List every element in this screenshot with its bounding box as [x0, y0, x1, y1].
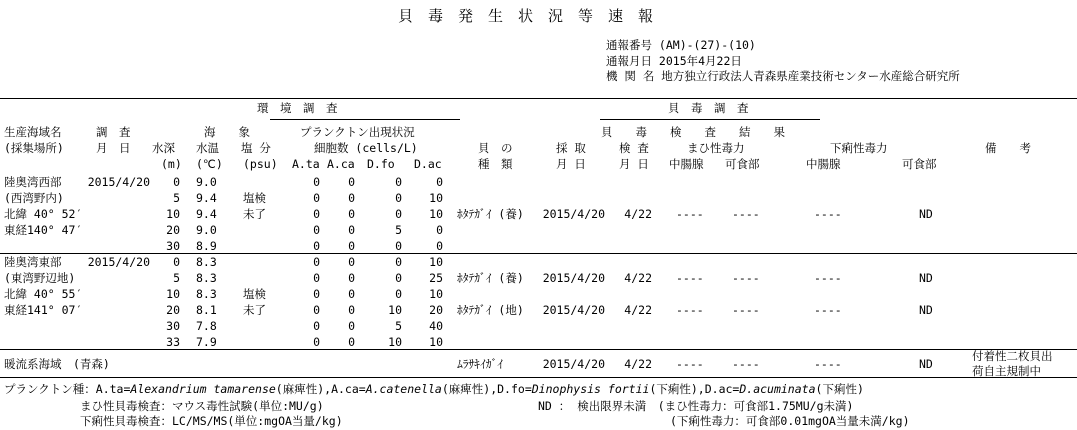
env-underline — [270, 119, 460, 120]
cell-test-date: 4/22 — [624, 207, 652, 221]
warm-psp-edible: ---- — [732, 357, 760, 371]
footer-dsp-test: 下痢性貝毒検査：LC/MS/MS(単位:mgOA当量/kg) — [80, 414, 343, 428]
cell-dfo: 0 — [395, 287, 402, 301]
cell-salinity: 塩検 — [243, 191, 266, 205]
cell-dac: 25 — [429, 271, 443, 285]
cell-ata: 0 — [313, 319, 320, 333]
cell-depth: 20 — [166, 223, 180, 237]
cell-temp: 8.9 — [196, 239, 217, 253]
section-rule-1 — [0, 253, 1077, 254]
cell-dsp-gut: ---- — [814, 271, 842, 285]
aca-type: (麻痺性),D.fo= — [441, 382, 532, 396]
cell-depth: 0 — [173, 175, 180, 189]
cell-psp-edible: ---- — [732, 303, 760, 317]
page-title: 貝 毒 発 生 状 況 等 速 報 — [398, 7, 654, 25]
cell-dfo: 0 — [395, 239, 402, 253]
header-top-rule — [0, 98, 1077, 99]
cell-sample-date: 2015/4/20 — [542, 271, 605, 285]
cell-ata: 0 — [313, 207, 320, 221]
col-ata: A.ta — [292, 157, 320, 171]
cell-temp: 9.0 — [196, 223, 217, 237]
warm-test-date: 4/22 — [624, 357, 652, 371]
cell-ata: 0 — [313, 223, 320, 237]
toxin-survey-header: 貝 毒 調 査 — [668, 101, 749, 115]
warm-shell: ﾑﾗｻｷｲｶﾞｲ — [457, 357, 503, 371]
cell-dfo: 0 — [395, 175, 402, 189]
depth-header: 水深 — [152, 141, 175, 155]
cell-temp: 8.3 — [196, 271, 217, 285]
cell-ata: 0 — [313, 335, 320, 349]
plankton-legend-label: プランクトン種：A.ta= — [4, 382, 131, 396]
warm-dsp-edible: ND — [919, 357, 933, 371]
cell-test-date: 4/22 — [624, 303, 652, 317]
env-survey-header: 環 境 調 査 — [257, 101, 338, 115]
footer-plankton-legend — [4, 384, 864, 396]
cell-aca: 0 — [348, 287, 355, 301]
survey-date-header: 月 日 — [96, 141, 131, 155]
cell-salinity: 塩検 — [243, 287, 266, 301]
cell-area: 東経140° 47′ — [4, 223, 83, 237]
dsp-edible-header: 可食部 — [902, 157, 937, 171]
psp-header: まひ性毒力 — [687, 141, 745, 155]
footer-nd-note: ND ： 検出限界未満 (まひ性毒力：可食部1.75MU/g未満) — [538, 399, 854, 413]
ata-type: (麻痺性),A.ca= — [275, 382, 366, 396]
warm-sample-date: 2015/4/20 — [542, 357, 605, 371]
cell-aca: 0 — [348, 191, 355, 205]
cell-sample-date: 2015/4/20 — [542, 303, 605, 317]
cell-ata: 0 — [313, 239, 320, 253]
cell-depth: 10 — [166, 287, 180, 301]
col-aca: A.ca — [327, 157, 355, 171]
col-dfo: D.fo — [367, 157, 395, 171]
cell-aca: 0 — [348, 175, 355, 189]
cell-area: (東湾野辺地) — [4, 271, 76, 285]
cell-dac: 40 — [429, 319, 443, 333]
report-number: 通報番号 (AM)-(27)-(10) — [606, 38, 756, 52]
cell-aca: 0 — [348, 255, 355, 269]
shell-type-header: 種 類 — [478, 157, 513, 171]
cell-dsp-edible: ND — [919, 207, 933, 221]
dac-species: D.acuminata — [739, 382, 816, 396]
dfo-species: Dinophysis fortii — [531, 382, 650, 396]
cell-temp: 9.4 — [196, 191, 217, 205]
cell-area: 陸奥湾西部 — [4, 175, 62, 189]
dfo-type: (下痢性),D.ac= — [649, 382, 740, 396]
cell-ata: 0 — [313, 287, 320, 301]
temp-unit: (℃) — [196, 157, 223, 171]
cell-depth: 20 — [166, 303, 180, 317]
cell-depth: 30 — [166, 239, 180, 253]
toxin-underline — [600, 119, 820, 120]
cell-depth: 5 — [173, 191, 180, 205]
cell-dsp-edible: ND — [919, 303, 933, 317]
cell-dfo: 5 — [395, 319, 402, 333]
depth-unit: (m) — [161, 157, 182, 171]
cell-dac: 10 — [429, 207, 443, 221]
cell-sample-date: 2015/4/20 — [542, 207, 605, 221]
psp-gut-header: 中腸腺 — [669, 157, 704, 171]
sample-date-header: 月 日 — [556, 157, 586, 171]
warm-area: 暖流系海域 (青森) — [4, 357, 110, 371]
cell-dac: 10 — [429, 287, 443, 301]
footer-dsp-note: (下痢性毒力：可食部0.01mgOA当量未満/kg) — [670, 414, 910, 428]
cell-dfo: 0 — [395, 207, 402, 221]
results-header: 貝 毒 検 査 結 果 — [601, 125, 785, 139]
warm-psp-gut: ---- — [676, 357, 704, 371]
cell-salinity: 未了 — [243, 303, 266, 317]
section-rule-3 — [0, 377, 1077, 378]
cell-dac: 10 — [429, 255, 443, 269]
cell-temp: 9.0 — [196, 175, 217, 189]
temp-header: 水温 — [196, 141, 219, 155]
ata-species: Alexandrium tamarense — [130, 382, 276, 396]
cell-dsp-gut: ---- — [814, 207, 842, 221]
cell-ata: 0 — [313, 191, 320, 205]
cell-depth: 5 — [173, 271, 180, 285]
aca-species: A.catenella — [365, 382, 442, 396]
warm-remark-2: 荷自主規制中 — [972, 364, 1041, 378]
cell-temp: 9.4 — [196, 207, 217, 221]
salinity-unit: (psu) — [243, 157, 278, 171]
dsp-header: 下痢性毒力 — [830, 141, 888, 155]
cell-psp-gut: ---- — [676, 303, 704, 317]
cell-dfo: 5 — [395, 223, 402, 237]
cell-depth: 10 — [166, 207, 180, 221]
cell-aca: 0 — [348, 335, 355, 349]
cell-salinity: 未了 — [243, 207, 266, 221]
remarks-header: 備 考 — [985, 141, 1031, 155]
cell-area: 北緯 40° 52′ — [4, 207, 83, 221]
cell-aca: 0 — [348, 207, 355, 221]
warm-dsp-gut: ---- — [814, 357, 842, 371]
cell-depth: 0 — [173, 255, 180, 269]
cell-depth: 33 — [166, 335, 180, 349]
cell-aca: 0 — [348, 319, 355, 333]
cell-ata: 0 — [313, 271, 320, 285]
cell-area: 北緯 40° 55′ — [4, 287, 83, 301]
col-dac: D.ac — [414, 157, 442, 171]
agency-name: 機 関 名 地方独立行政法人青森県産業技術センター水産総合研究所 — [606, 69, 960, 83]
cell-area: (西湾野内) — [4, 191, 64, 205]
cell-dfo: 0 — [395, 191, 402, 205]
cell-survey-date: 2015/4/20 — [87, 175, 150, 189]
cell-shell: ﾎﾀﾃｶﾞｲ (養) — [457, 271, 524, 285]
cell-psp-edible: ---- — [732, 271, 760, 285]
cell-aca: 0 — [348, 223, 355, 237]
cell-ata: 0 — [313, 303, 320, 317]
survey-header: 調 査 — [96, 125, 131, 139]
salinity-header: 塩 分 — [241, 141, 271, 155]
dsp-gut-header: 中腸腺 — [806, 157, 841, 171]
cell-temp: 8.3 — [196, 255, 217, 269]
cell-shell: ﾎﾀﾃｶﾞｲ (地) — [457, 303, 524, 317]
cell-dac: 0 — [436, 223, 443, 237]
cell-dac: 10 — [429, 191, 443, 205]
cell-temp: 8.1 — [196, 303, 217, 317]
cell-dac: 0 — [436, 239, 443, 253]
cell-dac: 0 — [436, 175, 443, 189]
sample-header: 採 取 — [556, 141, 586, 155]
cells-header: 細胞数 (cells/L) — [314, 141, 418, 155]
cell-shell: ﾎﾀﾃｶﾞｲ (養) — [457, 207, 524, 221]
cell-dfo: 10 — [388, 303, 402, 317]
cell-dac: 10 — [429, 335, 443, 349]
cell-dfo: 0 — [395, 271, 402, 285]
section-rule-2 — [0, 349, 1077, 350]
cell-ata: 0 — [313, 255, 320, 269]
cell-dfo: 0 — [395, 255, 402, 269]
report-date: 通報月日 2015年4月22日 — [606, 54, 742, 68]
warm-remark-1: 付着性二枚貝出 — [972, 349, 1053, 363]
area-sub-header: (採集場所) — [4, 141, 64, 155]
cell-temp: 7.9 — [196, 335, 217, 349]
cell-temp: 7.8 — [196, 319, 217, 333]
dac-type: (下痢性) — [815, 382, 864, 396]
cell-area: 東経141° 07′ — [4, 303, 83, 317]
sea-header: 海 象 — [204, 125, 250, 139]
cell-psp-gut: ---- — [676, 271, 704, 285]
cell-aca: 0 — [348, 303, 355, 317]
test-date-header: 月 日 — [619, 157, 649, 171]
cell-temp: 8.3 — [196, 287, 217, 301]
cell-survey-date: 2015/4/20 — [87, 255, 150, 269]
test-header: 検 査 — [619, 141, 649, 155]
cell-dfo: 10 — [388, 335, 402, 349]
cell-depth: 30 — [166, 319, 180, 333]
cell-dsp-gut: ---- — [814, 303, 842, 317]
cell-dac: 20 — [429, 303, 443, 317]
psp-edible-header: 可食部 — [725, 157, 760, 171]
cell-area: 陸奥湾東部 — [4, 255, 62, 269]
cell-ata: 0 — [313, 175, 320, 189]
cell-dsp-edible: ND — [919, 271, 933, 285]
cell-psp-gut: ---- — [676, 207, 704, 221]
shell-header: 貝 の — [478, 141, 513, 155]
cell-aca: 0 — [348, 271, 355, 285]
footer-psp-test: まひ性貝毒検査：マウス毒性試験(単位:MU/g) — [80, 399, 324, 413]
cell-test-date: 4/22 — [624, 271, 652, 285]
plankton-header: プランクトン出現状況 — [300, 125, 415, 139]
cell-aca: 0 — [348, 239, 355, 253]
cell-psp-edible: ---- — [732, 207, 760, 221]
area-header: 生産海域名 — [4, 125, 62, 139]
